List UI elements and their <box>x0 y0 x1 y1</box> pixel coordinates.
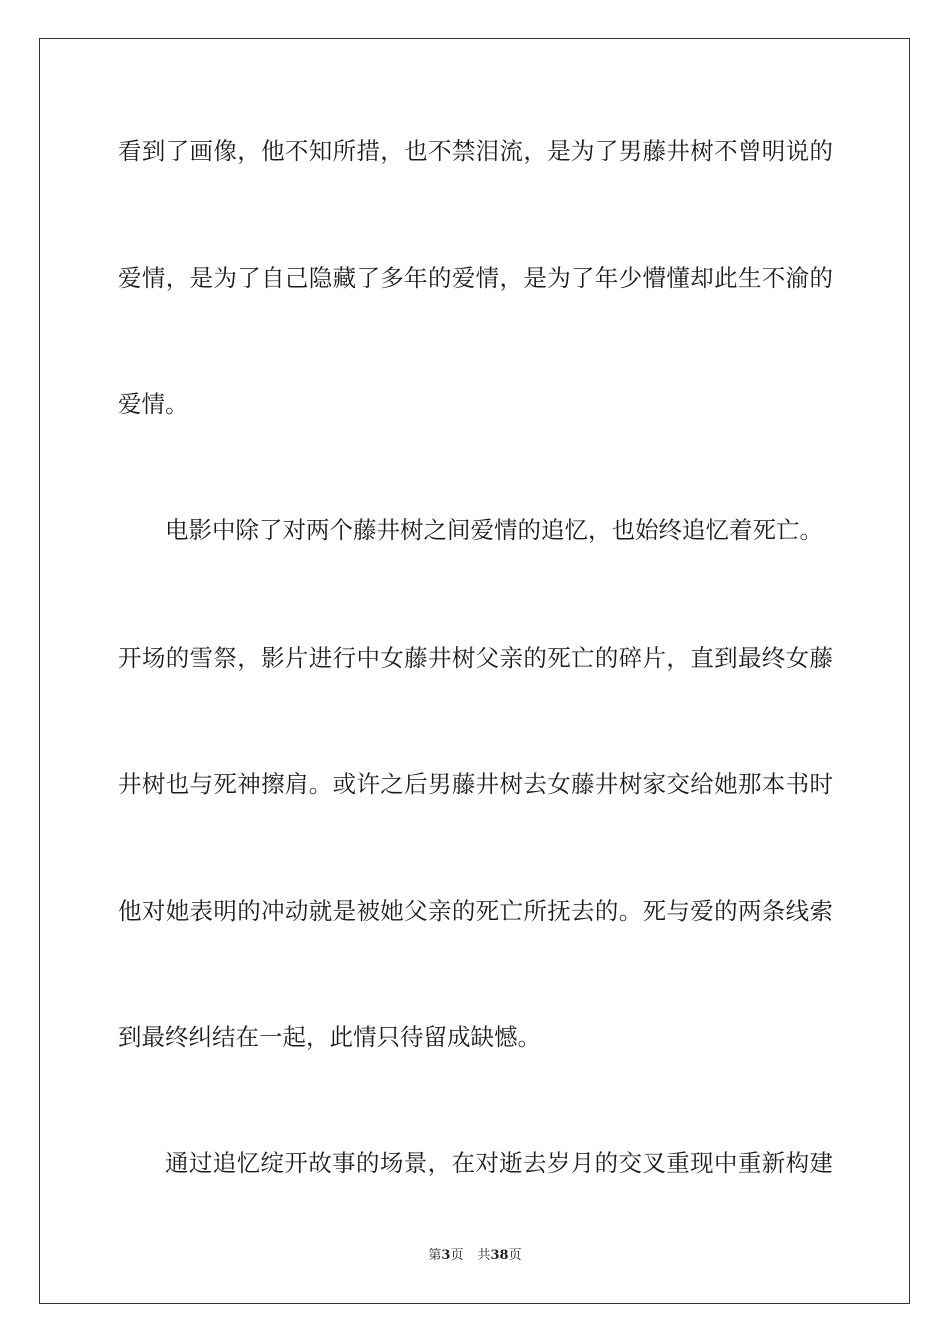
total-suffix: 页 <box>508 1248 522 1263</box>
text-line: 爱情，是为了自己隐藏了多年的爱情，是为了年少懵懂却此生不渝的 <box>118 264 833 292</box>
text-line: 看到了画像，他不知所措，也不禁泪流，是为了男藤井树不曾明说的 <box>118 137 833 165</box>
total-pages: 38 <box>490 1248 509 1263</box>
text-line: 爱情。 <box>118 390 189 418</box>
total-prefix: 共 <box>477 1248 491 1263</box>
text-line: 他对她表明的冲动就是被她父亲的死亡所抚去的。死与爱的两条线索 <box>118 897 833 925</box>
page-footer <box>0 1246 950 1266</box>
text-line: 井树也与死神擦肩。或许之后男藤井树去女藤井树家交给她那本书时 <box>118 770 833 798</box>
page-suffix: 页 <box>450 1248 464 1263</box>
page-number: 3 <box>441 1248 451 1263</box>
text-line: 到最终纠结在一起，此情只待留成缺憾。 <box>118 1023 541 1051</box>
paragraph-first-line: 电影中除了对两个藤井树之间爱情的追忆，也始终追忆着死亡。 <box>165 516 823 544</box>
paragraph-first-line: 通过追忆绽开故事的场景，在对逝去岁月的交叉重现中重新构建 <box>165 1149 833 1177</box>
page-prefix: 第 <box>428 1248 442 1263</box>
text-line: 开场的雪祭，影片进行中女藤井树父亲的死亡的碎片，直到最终女藤 <box>118 644 833 672</box>
